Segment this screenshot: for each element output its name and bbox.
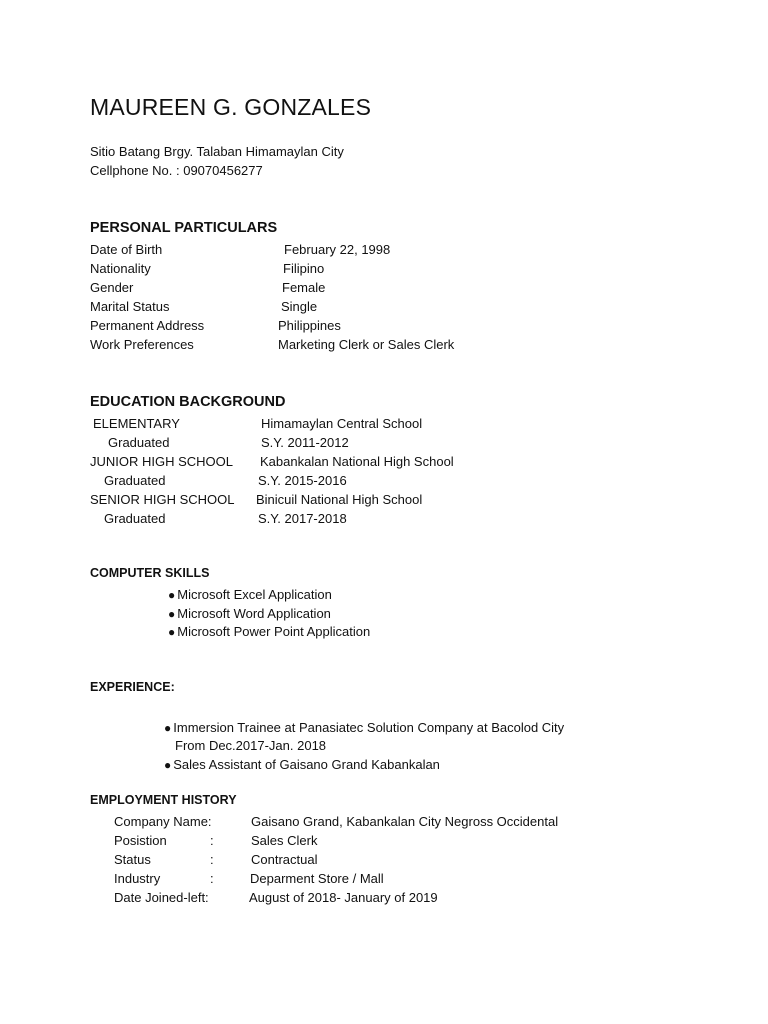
cellphone: Cellphone No. : 09070456277 [90, 163, 263, 178]
personal-row [0, 278, 768, 297]
experience-label: Sales Assistant of Gaisano Grand Kabankalan [173, 757, 440, 772]
personal-value: Marketing Clerk or Sales Clerk [278, 337, 455, 352]
experience-dates: From Dec.2017-Jan. 2018 [175, 738, 327, 753]
education-value: S.Y. 2015-2016 [258, 473, 347, 488]
personal-row [0, 240, 768, 259]
employment-row [0, 831, 768, 850]
experience-heading: EXPERIENCE: [90, 680, 175, 694]
employment-label: Date Joined-left: [114, 890, 209, 905]
personal-value: Philippines [278, 318, 341, 333]
skill-label: Microsoft Excel Application [177, 587, 332, 602]
skill-item [168, 622, 370, 642]
employment-label: Status [114, 852, 151, 867]
education-label: Graduated [104, 511, 166, 526]
applicant-name: MAUREEN G. GONZALES [90, 94, 372, 120]
bullet-icon: ● [168, 588, 176, 602]
experience-item [164, 718, 564, 738]
personal-row [0, 297, 768, 316]
employment-history-heading: EMPLOYMENT HISTORY [90, 793, 237, 807]
personal-label: Date of Birth [90, 242, 163, 257]
education-label: ELEMENTARY [93, 416, 180, 431]
education-row [0, 509, 768, 528]
bullet-icon: ● [164, 758, 172, 772]
employment-value: August of 2018- January of 2019 [249, 890, 438, 905]
employment-value: Sales Clerk [251, 833, 318, 848]
skill-item [168, 585, 332, 605]
employment-row [0, 812, 768, 831]
employment-separator: : [210, 871, 214, 886]
education-label: JUNIOR HIGH SCHOOL [90, 454, 234, 469]
employment-row [0, 850, 768, 869]
education-value: Binicuil National High School [256, 492, 423, 507]
address: Sitio Batang Brgy. Talaban Himamaylan City [90, 144, 344, 159]
education-value: S.Y. 2017-2018 [258, 511, 347, 526]
employment-separator: : [210, 833, 214, 848]
personal-label: Gender [90, 280, 134, 295]
personal-value: Filipino [283, 261, 325, 276]
personal-row [0, 335, 768, 354]
employment-label: Posistion [114, 833, 167, 848]
employment-value: Contractual [251, 852, 318, 867]
personal-value: Single [281, 299, 318, 314]
employment-label: Company Name: [114, 814, 212, 829]
skill-label: Microsoft Word Application [177, 606, 331, 621]
bullet-icon: ● [168, 625, 176, 639]
education-row [0, 433, 768, 452]
education-row [0, 414, 768, 433]
employment-row [0, 869, 768, 888]
employment-label: Industry [114, 871, 161, 886]
personal-value: Female [282, 280, 326, 295]
education-label: SENIOR HIGH SCHOOL [90, 492, 235, 507]
employment-separator: : [210, 852, 214, 867]
education-value: Kabankalan National High School [260, 454, 454, 469]
personal-particulars-heading: PERSONAL PARTICULARS [90, 220, 278, 236]
employment-value: Gaisano Grand, Kabankalan City Negross Occidental [251, 814, 559, 829]
education-heading: EDUCATION BACKGROUND [90, 394, 286, 410]
skill-label: Microsoft Power Point Application [177, 624, 371, 639]
education-value: S.Y. 2011-2012 [261, 435, 349, 450]
education-value: Himamaylan Central School [261, 416, 423, 431]
employment-row [0, 888, 768, 907]
computer-skills-heading: COMPUTER SKILLS [90, 566, 210, 580]
personal-row [0, 259, 768, 278]
employment-value: Deparment Store / Mall [250, 871, 384, 886]
personal-label: Nationality [90, 261, 151, 276]
education-row [0, 471, 768, 490]
experience-item [164, 755, 440, 775]
bullet-icon: ● [164, 721, 172, 735]
personal-value: February 22, 1998 [284, 242, 391, 257]
education-label: Graduated [108, 435, 170, 450]
personal-label: Marital Status [90, 299, 170, 314]
bullet-icon: ● [168, 607, 176, 621]
personal-row [0, 316, 768, 335]
skill-item [168, 604, 331, 624]
education-row [0, 452, 768, 471]
education-row [0, 490, 768, 509]
personal-label: Work Preferences [90, 337, 194, 352]
education-label: Graduated [104, 473, 166, 488]
experience-label: Immersion Trainee at Panasiatec Solution Company at Bacolod City [173, 720, 565, 735]
personal-label: Permanent Address [90, 318, 205, 333]
